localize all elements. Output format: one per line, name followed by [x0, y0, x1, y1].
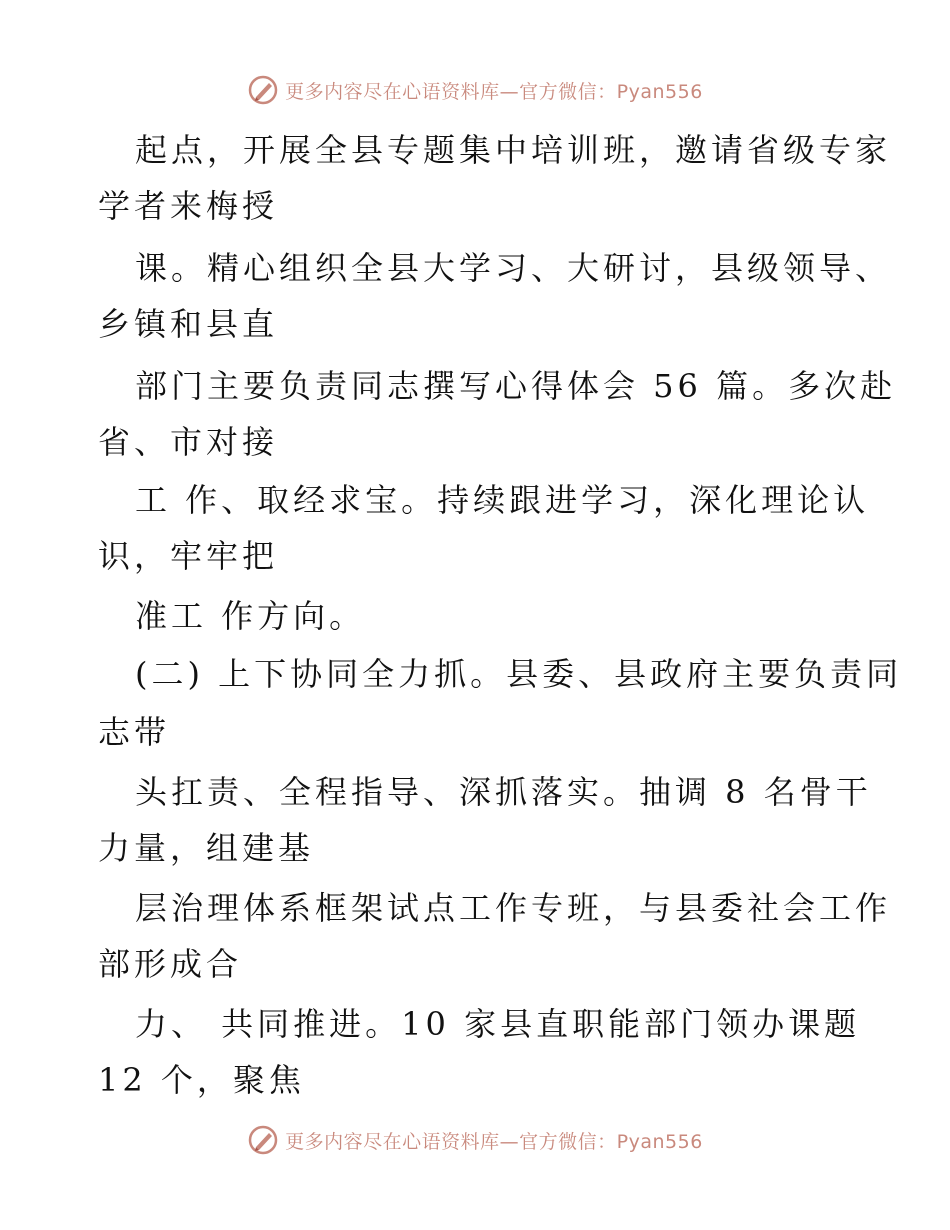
- text-line: 识，牢牢把: [98, 537, 279, 575]
- text-line: 省、市对接: [98, 423, 279, 461]
- pen-circle-logo-icon: [247, 74, 279, 106]
- text-line: 层治理体系框架试点工作专班，与县委社会工作: [135, 889, 892, 927]
- text-line: 12 个，聚焦: [98, 1061, 305, 1099]
- text-line: 部门主要负责同志撰写心得体会 56 篇。多次赴: [135, 367, 897, 405]
- section-heading-line: (二) 上下协同全力抓。县委、县政府主要负责同: [135, 655, 903, 693]
- text-line: 头扛责、全程指导、深抓落实。抽调 8 名骨干: [135, 773, 872, 811]
- text-line: 起点，开展全县专题集中培训班，邀请省级专家: [135, 131, 892, 169]
- watermark-text: 更多内容尽在心语资料库—官方微信：Pyan556: [285, 1130, 703, 1153]
- text-line: 工 作、取经求宝。持续跟进学习，深化理论认: [135, 481, 870, 519]
- text-line: 志带: [98, 713, 171, 751]
- pen-circle-logo-icon: [247, 1124, 279, 1156]
- text-line: 乡镇和县直: [98, 305, 279, 343]
- text-line: 力量，组建基: [98, 829, 315, 867]
- footer-watermark: [0, 1120, 950, 1160]
- watermark-text: 更多内容尽在心语资料库—官方微信：Pyan556: [285, 80, 703, 103]
- text-line: 课。精心组织全县大学习、大研讨，县级领导、: [135, 249, 892, 287]
- text-line: 部形成合: [98, 945, 243, 983]
- text-line: 学者来梅授: [98, 187, 279, 225]
- text-line: 力、 共同推进。10 家县直职能部门领办课题: [135, 1005, 861, 1043]
- text-line: 准工 作方向。: [135, 597, 366, 635]
- header-watermark: [0, 70, 950, 110]
